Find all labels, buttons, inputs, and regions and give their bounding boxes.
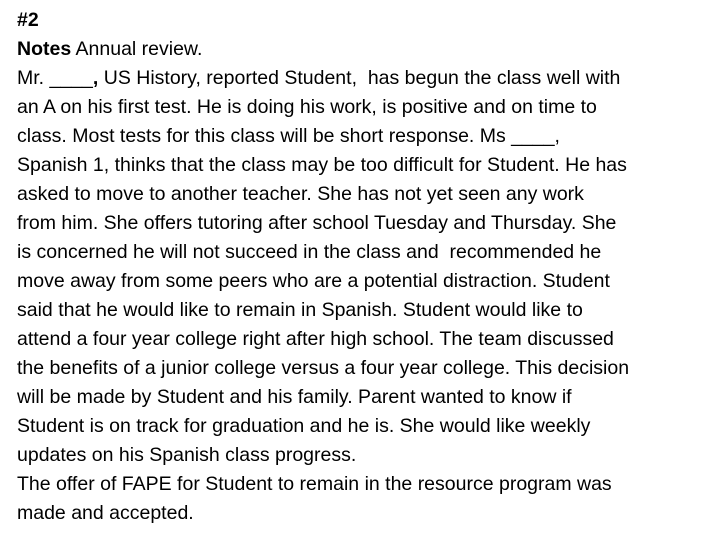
paragraph-line: [17, 64, 717, 93]
notes-line: [17, 35, 717, 64]
paragraph-line: move away from some peers who are a potential distraction. Student: [17, 270, 610, 292]
paragraph-line: is concerned he will not succeed in the class and recommended he: [17, 241, 602, 263]
paragraph-line: will be made by Student and his family. Parent wanted to know if: [17, 386, 572, 408]
teacher-name-blank: Mr. ____: [17, 67, 93, 89]
paragraph-line: the benefits of a junior college versus a four year college. This decision: [17, 357, 630, 379]
fape-paragraph: [17, 470, 717, 528]
paragraph-line: an A on his first test. He is doing his work, is positive and on time to: [17, 96, 597, 118]
notes-label: Notes: [17, 38, 72, 60]
paragraph-line: class. Most tests for this class will be short response. Ms ____,: [17, 125, 560, 147]
notes-title: Annual review.: [71, 38, 203, 60]
review-paragraph: [17, 64, 717, 470]
paragraph-line: from him. She offers tutoring after school Tuesday and Thursday. She: [17, 212, 617, 234]
paragraph-line: asked to move to another teacher. She has not yet seen any work: [17, 183, 584, 205]
bold-comma: ,: [92, 67, 99, 89]
paragraph-line: Student is on track for graduation and he is. She would like weekly: [17, 415, 591, 437]
paragraph-line: The offer of FAPE for Student to remain in the resource program was: [17, 473, 612, 495]
item-number: #2: [17, 9, 39, 31]
paragraph-line: updates on his Spanish class progress.: [17, 444, 357, 466]
paragraph-line: said that he would like to remain in Spanish. Student would like to: [17, 299, 583, 321]
paragraph-line: attend a four year college right after high school. The team discussed: [17, 328, 614, 350]
paragraph-line: made and accepted.: [17, 502, 194, 524]
paragraph-line: Spanish 1, thinks that the class may be too difficult for Student. He has: [17, 154, 627, 176]
document-page: [17, 6, 717, 528]
paragraph-line-text: US History, reported Student, has begun the class well with: [98, 67, 621, 89]
